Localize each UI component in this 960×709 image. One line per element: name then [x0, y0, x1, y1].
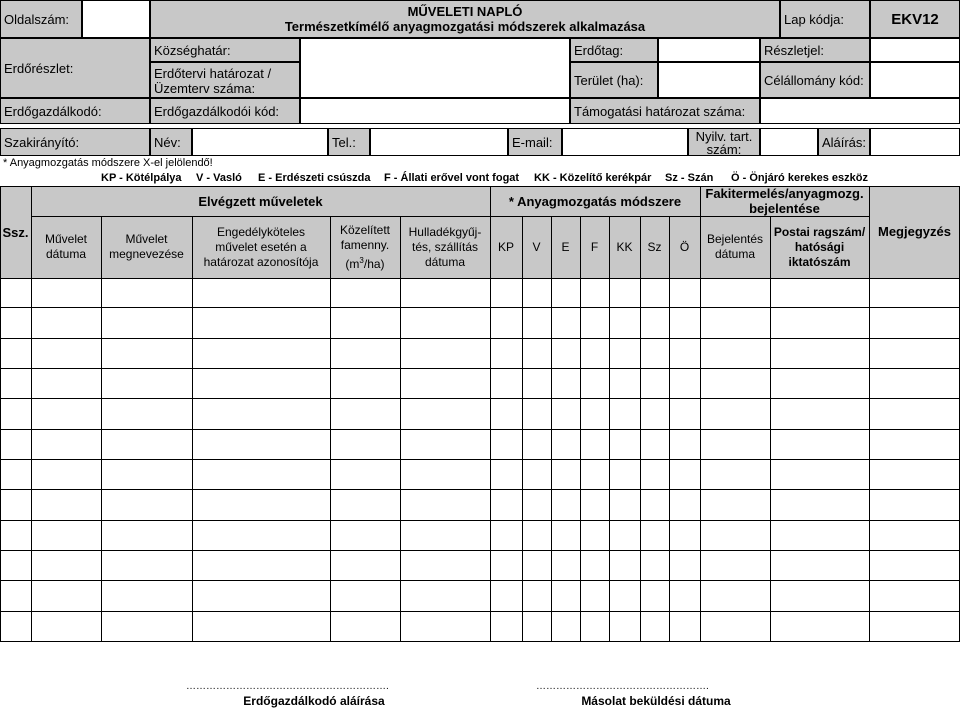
erdotervi-label — [150, 62, 300, 98]
col-kozelitett-unit-sup: 3 — [359, 255, 364, 265]
col-kozelitett — [330, 216, 400, 278]
col-kozelitett-unit-b: /ha) — [363, 256, 385, 271]
tel-text: Tel.: — [332, 134, 356, 150]
col-engedely-line-1: Engedélyköteles — [216, 224, 306, 239]
erdotag-label — [570, 38, 658, 62]
col-kozelitett-unit-a: (m — [345, 256, 360, 271]
col-muvelet-megnevezese — [101, 216, 192, 278]
col-bejelentes-line-2: dátuma — [714, 247, 756, 261]
table-row[interactable] — [0, 399, 960, 429]
legend-item-o: Ö - Önjáró kerekes eszköz — [731, 172, 868, 184]
erdogazdalkodo-label — [0, 98, 150, 124]
table-row[interactable] — [0, 308, 960, 338]
tamogatasi-field[interactable] — [760, 98, 960, 124]
table-row[interactable] — [0, 521, 960, 551]
lap-kodja-label — [780, 0, 870, 38]
terulet-field[interactable] — [658, 62, 760, 98]
signature-line-right: ……………………………………………. — [536, 681, 709, 692]
erdotag-field[interactable] — [658, 38, 760, 62]
nev-label — [150, 128, 192, 156]
table-row[interactable] — [0, 490, 960, 520]
col-hulladek-line-1: Hulladékgyűj- — [408, 224, 482, 239]
legend-item-sz: Sz - Szán — [665, 172, 714, 184]
terulet-label — [570, 62, 658, 98]
group-elvegzett: Elvégzett műveletek — [198, 193, 323, 209]
nyilv-line-1: Nyilv. tart. — [695, 129, 753, 144]
title-line-2: Természetkímélő anyagmozgatási módszerek alkalmazása — [284, 19, 646, 34]
erdoreszlet-text: Erdőrészlet: — [4, 60, 74, 76]
col-method-v: V — [532, 239, 541, 254]
celallomany-label — [760, 62, 870, 98]
col-method-kk: KK — [616, 239, 633, 254]
erdogazdalkodoi-kod-label — [150, 98, 300, 124]
table-row[interactable] — [0, 612, 960, 642]
col-hulladek-line-2: tés, szállítás — [411, 239, 479, 254]
col-kozelitett-line-2: famenny. — [340, 237, 390, 252]
col-engedely-line-3: határozat azonosítója — [203, 254, 319, 269]
kozseghatar-text: Községhatár: — [154, 42, 231, 58]
tamogatasi-label — [570, 98, 760, 124]
alairas-field[interactable] — [870, 128, 960, 156]
reszletjel-field[interactable] — [870, 38, 960, 62]
szakiranyito-text: Szakirányító: — [4, 134, 80, 150]
col-method-f: F — [590, 239, 599, 254]
col-engedely-line-2: művelet esetén a — [215, 239, 307, 254]
oldalszam-text: Oldalszám: — [4, 11, 70, 27]
col-kozelitett-line-3 — [345, 253, 384, 272]
table-row[interactable] — [0, 551, 960, 581]
col-hulladek-line-3: dátuma — [424, 254, 466, 269]
erdogazdalkodoi-kod-field[interactable] — [300, 98, 570, 124]
lap-kodja-text: Lap kódja: — [784, 11, 844, 27]
legend-item-e: E - Erdészeti csúszda — [258, 172, 371, 184]
legend-item-kk: KK - Közelítő kerékpár — [534, 172, 652, 184]
col-postai-line-3: iktatószám — [788, 254, 851, 269]
email-label — [508, 128, 562, 156]
col-method-sz: Sz — [647, 239, 662, 254]
col-kozelitett-line-1: Közelített — [339, 222, 391, 237]
col-datum-line-1: Művelet — [44, 232, 88, 246]
tel-label — [328, 128, 370, 156]
group-modszer: * Anyagmozgatás módszere — [508, 193, 682, 209]
szakiranyito-label — [0, 128, 150, 156]
reszletjel-text: Részletjel: — [764, 42, 824, 58]
legend-item-f: F - Állati erővel vont fogat — [384, 172, 520, 184]
signature-label-left: Erdőgazdálkodó aláírása — [243, 694, 385, 708]
signature-label-right: Másolat beküldési dátuma — [581, 694, 731, 708]
nev-field[interactable] — [192, 128, 328, 156]
erdoreszlet-label — [0, 38, 150, 98]
table-row[interactable] — [0, 278, 960, 308]
table-row[interactable] — [0, 369, 960, 399]
col-method-o: Ö — [679, 239, 690, 254]
tel-field[interactable] — [370, 128, 508, 156]
col-engedelykoteles — [192, 216, 330, 278]
col-method-e: E — [561, 239, 570, 254]
reszletjel-label — [760, 38, 870, 62]
lap-kodja-value-text: EKV12 — [891, 10, 939, 28]
email-text: E-mail: — [512, 134, 553, 150]
nyilv-line-2: szám: — [706, 142, 742, 157]
nev-text: Név: — [154, 134, 181, 150]
alairas-text: Aláírás: — [821, 134, 867, 150]
col-postai-line-2: hatósági — [794, 239, 845, 254]
email-field[interactable] — [562, 128, 688, 156]
col-megjegyzes: Megjegyzés — [878, 224, 951, 239]
col-method-kp: KP — [497, 239, 514, 254]
erdotag-text: Erdőtag: — [574, 42, 624, 58]
document-title — [150, 0, 780, 38]
title-line-1: MŰVELETI NAPLÓ — [407, 4, 523, 19]
col-postai-ragszam — [770, 216, 869, 278]
erdogazdalkodoi-kod-text: Erdőgazdálkodói kód: — [154, 103, 280, 119]
celallomany-field[interactable] — [870, 62, 960, 98]
oldalszam-label — [0, 0, 82, 38]
oldalszam-field[interactable] — [82, 0, 150, 38]
col-ssz: Ssz. — [2, 224, 29, 240]
tamogatasi-text: Támogatási határozat száma: — [574, 103, 746, 119]
kozseghatar-label — [150, 38, 300, 62]
table-row[interactable] — [0, 581, 960, 611]
legend-note: * Anyagmozgatás módszere X-el jelölendő! — [3, 157, 213, 169]
group-fakitermeles-line-1: Fakitermelés/anyagmozg. — [705, 186, 864, 201]
col-bejelentes-datuma — [700, 216, 770, 278]
group-fakitermeles — [700, 186, 869, 216]
legend-item-kp: KP - Kötélpálya — [101, 172, 182, 184]
signature-line-left: ……………………………………………………. — [186, 681, 389, 692]
col-postai-line-1: Postai ragszám/ — [773, 224, 866, 239]
erdotervi-line-1: Erdőtervi határozat / — [154, 66, 272, 81]
col-bejelentes-line-1: Bejelentés — [706, 232, 764, 246]
alairas-label — [818, 128, 870, 156]
col-datum-line-2: dátuma — [45, 247, 87, 261]
nyilv-field[interactable] — [760, 128, 818, 156]
col-muvelet-datuma — [31, 216, 101, 278]
nyilv-label — [688, 128, 760, 156]
col-megnev-line-2: megnevezése — [109, 247, 184, 261]
col-hulladekgyujtes — [400, 216, 490, 278]
legend-item-v: V - Vasló — [196, 172, 242, 184]
table-row[interactable] — [0, 430, 960, 460]
kozseghatar-field[interactable] — [300, 38, 570, 98]
table-row[interactable] — [0, 460, 960, 490]
table-row[interactable] — [0, 339, 960, 369]
terulet-text: Terület (ha): — [574, 72, 644, 88]
group-fakitermeles-line-2: bejelentése — [749, 201, 820, 216]
erdogazdalkodo-text: Erdőgazdálkodó: — [4, 103, 102, 119]
col-megnev-line-1: Művelet — [125, 232, 168, 246]
erdotervi-line-2: Üzemterv száma: — [154, 81, 256, 96]
lap-kodja-value — [870, 0, 960, 38]
celallomany-text: Célállomány kód: — [764, 72, 864, 88]
